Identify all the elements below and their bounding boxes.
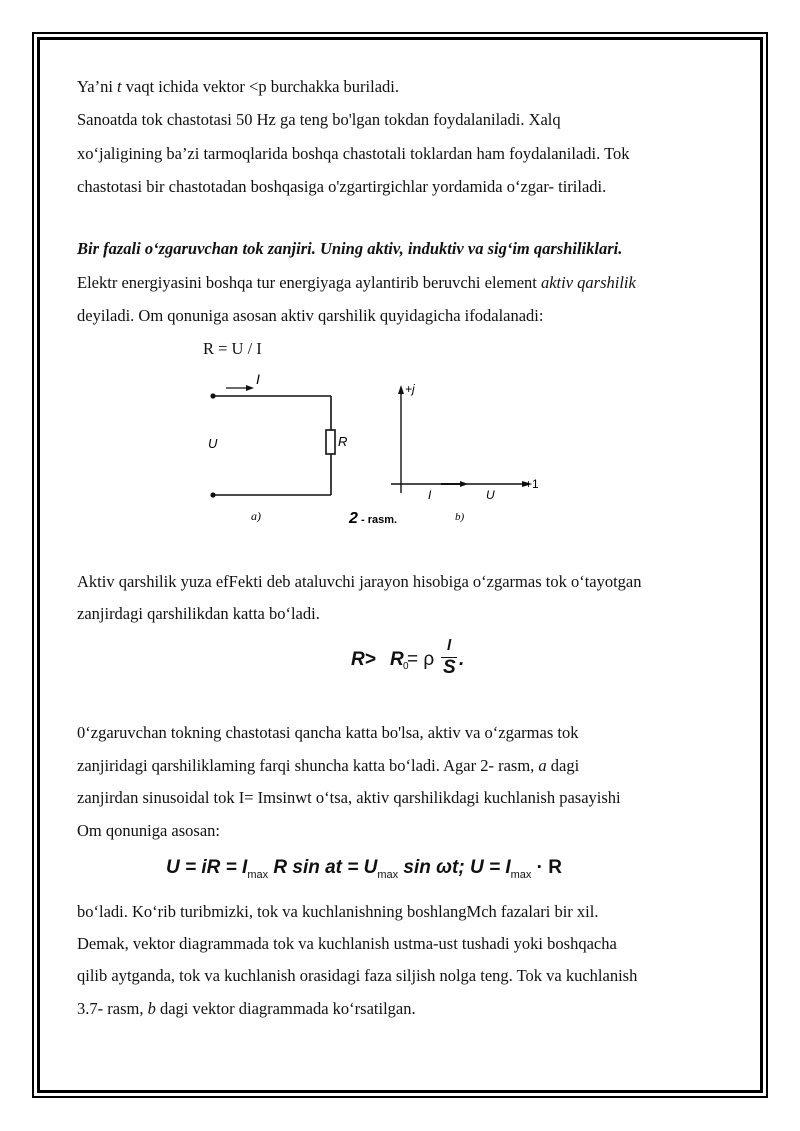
- paragraph-line-7: Aktiv qarshilik yuza efFekti deb ataluvchi jarayon hisobiga o‘zgarmas tok o‘tayotgan: [77, 572, 642, 591]
- paragraph-line-3: xo‘jaligining ba’zi tarmoqlarida boshqa chastotali toklardan ham foydalaniladi. Tok: [77, 144, 630, 163]
- axis-x-label: +1: [525, 477, 539, 491]
- figure-caption-number: 2: [349, 510, 358, 527]
- vector-i-label: I: [428, 488, 432, 502]
- terminal-top: [210, 393, 215, 398]
- paragraph-line-8: zanjirdagi qarshilikdan katta bo‘ladi.: [77, 604, 320, 623]
- paragraph-line-13: bo‘ladi. Ko‘rib turibmizki, tok va kuchlanishning boshlangMch fazalari bir xil.: [77, 902, 599, 921]
- formula-ohm: R = U / I: [203, 339, 262, 358]
- paragraph-line-1: Ya’ni t vaqt ichida vektor <p burchakka buriladi.: [77, 77, 399, 96]
- paragraph-line-16: 3.7- rasm, b dagi vektor diagrammada ko‘rsatilgan.: [77, 999, 416, 1018]
- resistor-label: R: [338, 434, 348, 449]
- voltage-label: U: [208, 436, 218, 451]
- vector-u-label: U: [486, 488, 495, 502]
- paragraph-line-14: Demak, vektor diagrammada tok va kuchlanish ustma-ust tushadi yoki boshqacha: [77, 934, 617, 953]
- section-heading: Bir fazali o‘zgaruvchan tok zanjiri. Uning aktiv, induktiv va sig‘im qarshiliklari.: [77, 239, 623, 258]
- paragraph-line-9: 0‘zgaruvchan tokning chastotasi qancha katta bo'lsa, aktiv va o‘zgarmas tok: [77, 723, 579, 742]
- paragraph-line-10: zanjiridagi qarshiliklaming farqi shuncha katta bo‘ladi. Agar 2- rasm, a dagi: [77, 756, 580, 775]
- paragraph-line-6: deyiladi. Om qonuniga asosan aktiv qarshilik quyidagicha ifodalanadi:: [77, 306, 544, 325]
- circuit-diagram-a: [213, 385, 335, 495]
- figure-label-b: b): [455, 511, 465, 523]
- paragraph-line-5: Elektr energiyasini boshqa tur energiyaga aylantirib beruvchi element aktiv qarshilik: [77, 273, 636, 292]
- current-label: I: [256, 371, 260, 387]
- figure-2: [196, 368, 576, 538]
- paragraph-line-11: zanjirdan sinusoidal tok I= Imsinwt o‘tsa, aktiv qarshilikdagi kuchlanish pasayishi: [77, 788, 621, 807]
- axis-y-label: +j: [405, 382, 415, 396]
- terminal-bottom: [210, 492, 215, 497]
- paragraph-line-12: Om qonuniga asosan:: [77, 821, 220, 840]
- vector-diagram-b: [391, 385, 532, 493]
- paragraph-line-2: Sanoatda tok chastotasi 50 Hz ga teng bo'lgan tokdan foydalaniladi. Xalq: [77, 110, 561, 129]
- figure-caption-text: - rasm.: [361, 514, 398, 526]
- paragraph-line-4: chastotasi bir chastotadan boshqasiga o'zgartirgichlar yordamida o‘zgar- tiriladi.: [77, 177, 607, 196]
- figure-label-a: a): [251, 509, 261, 523]
- equation-voltage: U = iR = $I_{max}$ R sin at = $U_{max}$ sin ωt; $U = I_{max} \cdot R$: [166, 857, 562, 881]
- paragraph-line-15: qilib aytganda, tok va kuchlanish orasidagi faza siljish nolga teng. Tok va kuchlanish: [77, 966, 638, 985]
